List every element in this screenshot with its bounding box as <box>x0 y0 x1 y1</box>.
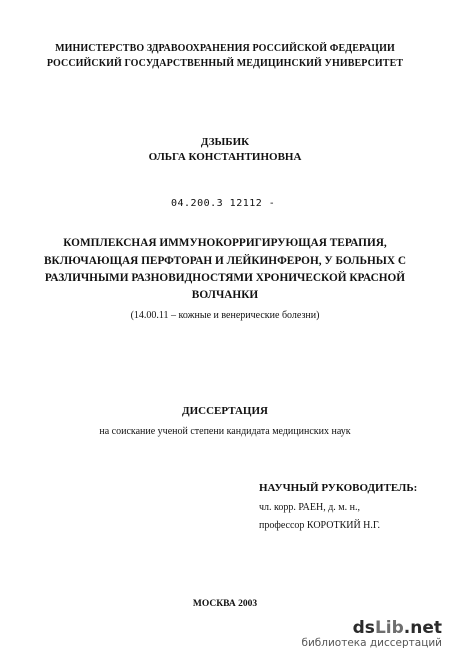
supervisor-name-line <box>259 521 380 531</box>
logo-ds: ds <box>352 618 375 639</box>
dissertation-heading: ДИССЕРТАЦИЯ <box>182 405 268 417</box>
title-line-1: КОМПЛЕКСНАЯ ИММУНОКОРРИГИРУЮЩАЯ ТЕРАПИЯ, <box>63 237 387 249</box>
registration-code: 04.200.3 12112 - <box>171 198 276 209</box>
author-surname: ДЗЫБИК <box>200 136 250 148</box>
author-name: ОЛЬГА КОНСТАНТИНОВНА <box>148 151 302 163</box>
city-year: МОСКВА 2003 <box>192 599 258 609</box>
title-line-3: РАЗЛИЧНЫМИ РАЗНОВИДНОСТЯМИ ХРОНИЧЕСКОЙ КРАСНОЙ <box>44 272 406 284</box>
university-line: РОССИЙСКИЙ ГОСУДАРСТВЕННЫЙ МЕДИЦИНСКИЙ УНИВЕРСИТЕТ <box>46 58 404 69</box>
supervisor-name: КОРОТКИЙ Н.Г. <box>306 520 381 531</box>
title-line-4: ВОЛЧАНКИ <box>191 289 259 301</box>
supervisor-degree: чл. корр. РАЕН, д. м. н., <box>259 502 360 513</box>
supervisor-heading: НАУЧНЫЙ РУКОВОДИТЕЛЬ: <box>259 482 418 494</box>
ministry-line-1: МИНИСТЕРСТВО ЗДРАВООХРАНЕНИЯ РОССИЙСКОЙ ФЕДЕРАЦИИ <box>55 43 395 54</box>
dslib-watermark <box>301 620 442 650</box>
title-line-2: ВКЛЮЧАЮЩАЯ ПЕРФТОРАН И ЛЕЙКИНФЕРОН, У БОЛЬНЫХ С <box>43 255 407 267</box>
dslib-logo <box>301 620 442 637</box>
supervisor-title: профессор <box>259 520 305 531</box>
logo-lib: Lib <box>374 618 404 639</box>
watermark-tagline: библиотека диссертаций <box>301 637 442 650</box>
dissertation-subtitle: на соискание ученой степени кандидата медицинских наук <box>99 426 351 437</box>
logo-net: .net <box>403 618 442 639</box>
specialty-code: (14.00.11 – кожные и венерические болезни) <box>130 310 320 321</box>
